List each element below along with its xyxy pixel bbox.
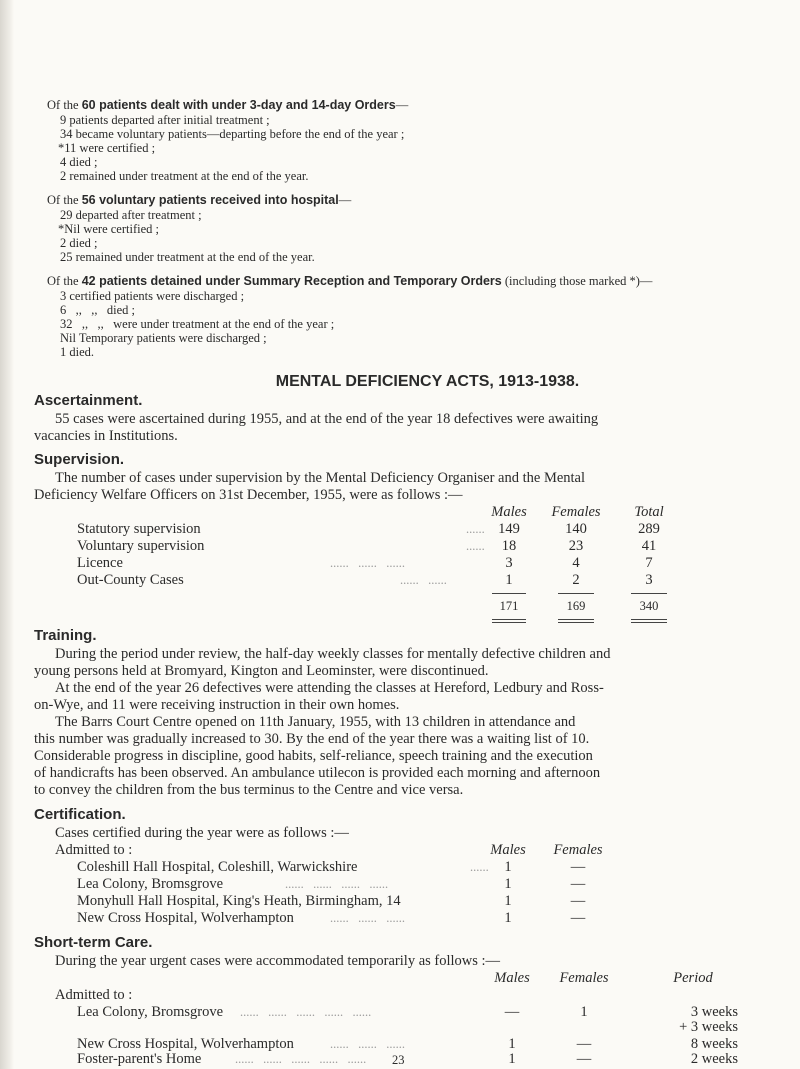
- short-term-row-label: New Cross Hospital, Wolverhampton: [77, 1036, 294, 1052]
- orders-line: 9 patients departed after initial treatment ;: [60, 113, 270, 127]
- certification-heading: Certification.: [34, 806, 126, 823]
- certification-row-label: Coleshill Hall Hospital, Coleshill, Warwickshire: [77, 859, 358, 875]
- training-heading: Training.: [34, 627, 97, 644]
- supervision-col-males: Males: [491, 504, 527, 520]
- total-rule-females: [558, 619, 594, 623]
- training-line: During the period under review, the half-day weekly classes for mentally defective children and: [55, 646, 611, 662]
- certification-admitted-label: Admitted to :: [55, 842, 133, 858]
- short-term-col-females: Females: [559, 970, 609, 986]
- certification-cell-males: 1: [504, 859, 512, 875]
- supervision-cell-females: 140: [565, 521, 587, 537]
- voluntary-line: 29 departed after treatment ;: [60, 208, 202, 222]
- training-line: The Barrs Court Centre opened on 11th January, 1955, with 13 children in attendance and: [55, 714, 576, 730]
- short-term-row-dots: ...... ...... ...... ...... ......: [235, 1052, 367, 1066]
- supervision-row-label: Voluntary supervision: [77, 538, 205, 554]
- short-term-cell-males: 1: [508, 1036, 516, 1052]
- training-line: At the end of the year 26 defectives were attending the classes at Hereford, Ledbury and Ross-: [55, 680, 604, 696]
- summary-line: 1 died.: [60, 345, 95, 359]
- orders-line: *11 were certified ;: [58, 141, 156, 155]
- supervision-cell-total: 41: [641, 538, 657, 554]
- supervision-cell-males: 1: [505, 572, 513, 588]
- supervision-cell-females: 23: [568, 538, 584, 554]
- voluntary-line: 2 died ;: [60, 236, 98, 250]
- certification-col-males: Males: [490, 842, 526, 858]
- short-term-row-dots: ...... ...... ...... ...... ......: [240, 1005, 372, 1019]
- training-line: on-Wye, and 11 were receiving instruction in their own homes.: [34, 697, 400, 713]
- short-term-cell-period: 8 weeks: [690, 1036, 738, 1052]
- supervision-col-total: Total: [634, 504, 664, 520]
- certification-cell-females: —: [570, 876, 586, 892]
- short-term-row-label: Lea Colony, Bromsgrove: [77, 1004, 224, 1020]
- short-term-cell-females: —: [576, 1036, 592, 1052]
- certification-row-dots: ...... ...... ......: [330, 911, 405, 925]
- supervision-cell-males: 18: [501, 538, 517, 554]
- short-term-cell-males: 1: [508, 1051, 516, 1067]
- subtotal-rule-females: [558, 593, 594, 594]
- certification-intro: Cases certified during the year were as follows :—: [55, 825, 349, 841]
- certification-cell-females: —: [570, 893, 586, 909]
- supervision-row-label: Licence: [77, 555, 123, 571]
- certification-row-label: New Cross Hospital, Wolverhampton: [77, 910, 294, 926]
- supervision-cell-total: 7: [645, 555, 653, 571]
- short-term-cell-period-extra: + 3 weeks: [679, 1019, 738, 1035]
- certification-row-dots: ......: [470, 860, 489, 874]
- supervision-cell-males: 149: [498, 521, 520, 537]
- certification-row-label: Monyhull Hall Hospital, King's Heath, Birmingham, 14: [77, 893, 401, 909]
- short-term-row-dots: ...... ...... ......: [330, 1037, 405, 1051]
- total-rule-males: [492, 619, 526, 623]
- certification-col-females: Females: [553, 842, 603, 858]
- orders-heading: Of the 60 patients dealt with under 3-day and 14-day Orders—: [47, 98, 409, 112]
- supervision-line: The number of cases under supervision by the Mental Deficiency Organiser and the Mental: [55, 470, 586, 486]
- training-line: this number was gradually increased to 30. By the end of the year there was a waiting list of 10.: [34, 731, 590, 747]
- supervision-total-females: 169: [566, 599, 586, 613]
- mda-title: MENTAL DEFICIENCY ACTS, 1913-1938.: [275, 373, 580, 390]
- voluntary-heading: Of the 56 voluntary patients received into hospital—: [47, 193, 352, 207]
- certification-cell-females: —: [570, 910, 586, 926]
- supervision-heading: Supervision.: [34, 451, 125, 468]
- short-term-intro: During the year urgent cases were accommodated temporarily as follows :—: [55, 953, 501, 969]
- training-line: young persons held at Bromyard, Kington and Leominster, were discontinued.: [34, 663, 489, 679]
- supervision-row-dots: ......: [466, 539, 485, 553]
- training-line: to convey the children from the bus terminus to the Centre and vice versa.: [34, 782, 464, 798]
- ascertainment-heading: Ascertainment.: [34, 392, 143, 409]
- total-rule-total: [631, 619, 667, 623]
- short-term-col-period: Period: [673, 970, 713, 986]
- short-term-heading: Short-term Care.: [34, 934, 153, 951]
- supervision-cell-total: 289: [638, 521, 660, 537]
- summary-heading: Of the 42 patients detained under Summary Reception and Temporary Orders (including those marked *)—: [47, 274, 653, 288]
- summary-line: Nil Temporary patients were discharged ;: [60, 331, 267, 345]
- orders-line: 4 died ;: [60, 155, 98, 169]
- supervision-row-label: Out-County Cases: [77, 572, 184, 588]
- subtotal-rule-total: [631, 593, 667, 594]
- summary-line: 32 ,, ,, were under treatment at the end of the year ;: [60, 317, 335, 331]
- short-term-cell-males: —: [504, 1004, 520, 1020]
- certification-row-dots: ...... ...... ...... ......: [285, 877, 389, 891]
- certification-cell-females: —: [570, 859, 586, 875]
- supervision-cell-males: 3: [505, 555, 513, 571]
- supervision-cell-females: 2: [572, 572, 580, 588]
- supervision-row-dots: ...... ...... ......: [330, 556, 405, 570]
- voluntary-line: 25 remained under treatment at the end of the year.: [60, 250, 315, 264]
- training-line: of handicrafts has been observed. An ambulance utilecon is provided each morning and afternoon: [34, 765, 601, 781]
- short-term-cell-females: —: [576, 1051, 592, 1067]
- supervision-col-females: Females: [551, 504, 601, 520]
- short-term-admitted-label: Admitted to :: [55, 987, 133, 1003]
- subtotal-rule-males: [492, 593, 526, 594]
- summary-line: 6 ,, ,, died ;: [60, 303, 135, 317]
- voluntary-line: *Nil were certified ;: [58, 222, 159, 236]
- orders-line: 2 remained under treatment at the end of the year.: [60, 169, 309, 183]
- supervision-cell-females: 4: [572, 555, 580, 571]
- supervision-row-label: Statutory supervision: [77, 521, 201, 537]
- supervision-line: Deficiency Welfare Officers on 31st December, 1955, were as follows :—: [34, 487, 463, 503]
- supervision-row-dots: ......: [466, 522, 485, 536]
- certification-row-label: Lea Colony, Bromsgrove: [77, 876, 224, 892]
- ascertainment-line: vacancies in Institutions.: [34, 428, 178, 444]
- supervision-total-total: 340: [639, 599, 659, 613]
- supervision-total-males: 171: [499, 599, 519, 613]
- page-number: 23: [392, 1053, 405, 1067]
- short-term-row-label: Foster-parent's Home: [77, 1051, 202, 1067]
- supervision-row-dots: ...... ......: [400, 573, 447, 587]
- short-term-col-males: Males: [494, 970, 530, 986]
- ascertainment-line: 55 cases were ascertained during 1955, and at the end of the year 18 defectives were awaiting: [55, 411, 599, 427]
- training-line: Considerable progress in discipline, good habits, self-reliance, speech training and the execution: [34, 748, 593, 764]
- summary-line: 3 certified patients were discharged ;: [60, 289, 245, 303]
- short-term-cell-period: 3 weeks: [690, 1004, 738, 1020]
- short-term-cell-period: 2 weeks: [690, 1051, 738, 1067]
- certification-cell-males: 1: [504, 876, 512, 892]
- short-term-cell-females: 1: [580, 1004, 588, 1020]
- orders-line: 34 became voluntary patients—departing before the end of the year ;: [60, 127, 405, 141]
- certification-cell-males: 1: [504, 893, 512, 909]
- supervision-cell-total: 3: [645, 572, 653, 588]
- certification-cell-males: 1: [504, 910, 512, 926]
